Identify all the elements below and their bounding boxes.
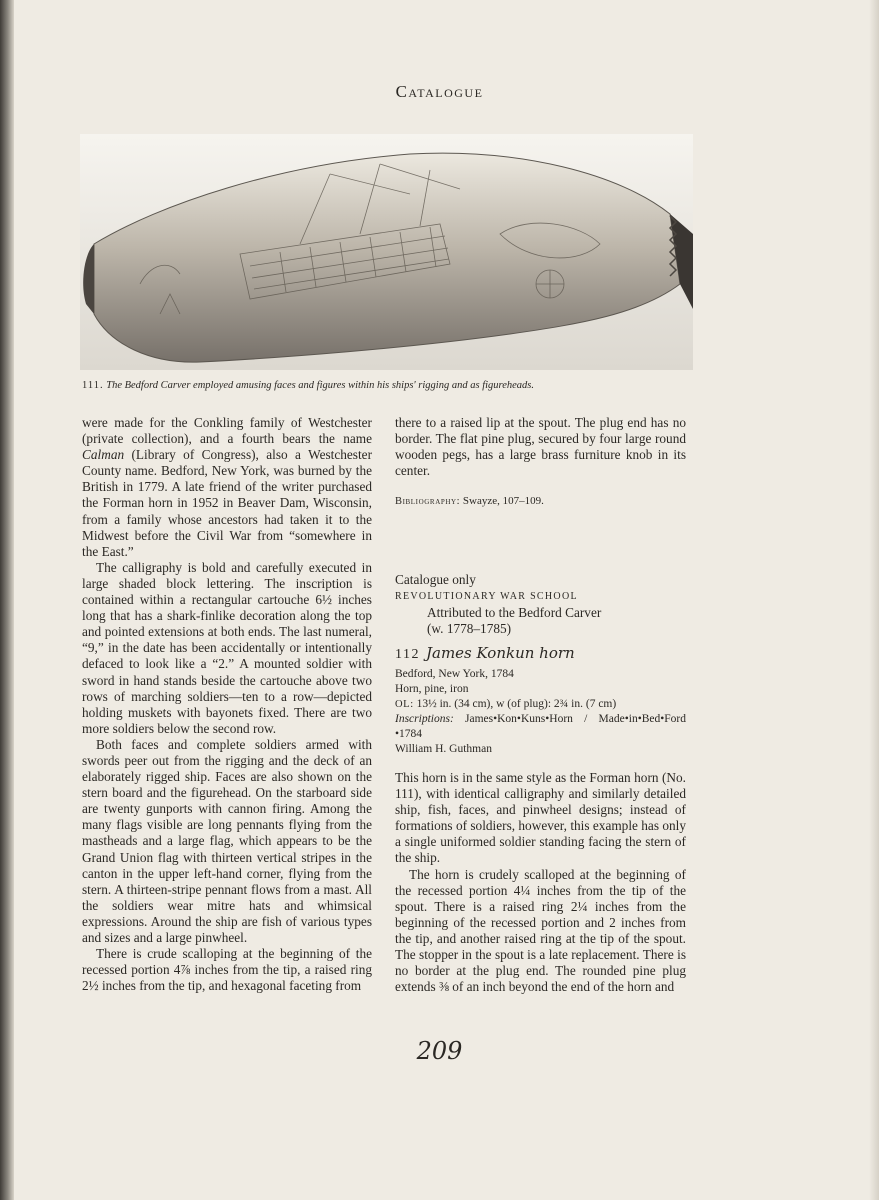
owner: William H. Guthman	[395, 742, 492, 755]
bibliography-label: Bibliography:	[395, 496, 461, 508]
inscriptions-label: Inscriptions:	[395, 712, 454, 725]
entry-title: James Konkun horn	[425, 643, 575, 662]
dimensions	[395, 697, 686, 712]
right-paragraph-2: This horn is in the same style as the Forman horn (No. 111), with identical calligraphy and similarly detailed ship, fish, faces, and pinwheel designs; instead of formations of soldiers, however, this example has only a single uniformed soldier standing facing the stern of the ship.	[395, 769, 686, 866]
caption-text: The Bedford Carver employed amusing faces and figures within his ships' rigging and as figureheads.	[106, 380, 535, 391]
entry-heading	[395, 645, 686, 663]
right-paragraph-1: there to a raised lip at the spout. The plug end has no border. The flat pine plug, secured by four large round wooden pegs, has a large brass furniture knob in its center.	[395, 415, 686, 479]
binding-gutter-shadow	[0, 0, 14, 1200]
bibliography	[395, 493, 686, 510]
left-paragraph-3: Both faces and complete soldiers armed with swords peer out from the rigging and the deck of an elaborately rigged ship. Faces are also shown on the stern board and the figurehead. On the starboard side are twenty gunports with cannon firing. Among the many flags visible are long pennants flying from the mastheads and a large flag, which appears to be the Grand Union flag with thirteen vertical stripes in the canton in the upper left-hand corner, flying from the stern. A thirteen-stripe pennant flows from a mast. All the soldiers wear mitre hats and whimsical expressions. Around the ship are fish of various types and sizes and a large pinwheel.	[82, 736, 372, 945]
running-head: Catalogue	[395, 82, 484, 101]
left-p1-text-b: (Library of Congress), also a Westchester County name. Bedford, New York, was burned by the British in 1779. A late friend of the writer purchased the Forman horn in 1952 in Beaver Dam, Wisconsin, from a family whose ancestors had taken it to the Midwest before the Civil War from “somewhere in the East.”	[82, 447, 372, 559]
right-paragraph-3: The horn is crudely scalloped at the beginning of the recessed portion 4¼ inches from the tip of the spout. There is a raised ring 2¼ inches from the beginning of the recessed portion and 2 inches from the tip, and another raised ring at the tip of the spout. The stopper in the spout is a late replacement. There is no border at the plug end. The rounded pine plug extends ⅜ of an inch beyond the end of the horn and	[395, 866, 686, 995]
powder-horn-photo	[80, 134, 693, 370]
materials: Horn, pine, iron	[395, 682, 469, 695]
catalogue-only-note: Catalogue only	[395, 572, 476, 588]
dimensions-value: 13½ in. (34 cm), w (of plug): 2¾ in. (7 cm)	[413, 697, 617, 710]
inscriptions	[395, 712, 686, 742]
left-p1-text-a: were made for the Conkling family of Westchester (private collection), and a fourth bears the name	[82, 415, 372, 447]
page-number: 209	[416, 1037, 463, 1065]
calman-name: Calman	[82, 447, 125, 463]
caption-number: 111.	[82, 380, 104, 391]
left-paragraph-4: There is crude scalloping at the beginning of the recessed portion 4⅞ inches from the tip, a raised ring 2½ inches from the tip, and hexagonal faceting from	[82, 946, 372, 994]
figure-caption	[82, 380, 722, 391]
attribution: Attributed to the Bedford Carver	[427, 604, 602, 620]
left-paragraph-1	[82, 415, 372, 560]
entry-number: 112	[395, 646, 420, 662]
school-label: REVOLUTIONARY WAR SCHOOL	[395, 590, 578, 602]
dimensions-label: OL:	[395, 698, 414, 710]
place-date: Bedford, New York, 1784	[395, 667, 514, 680]
page-edge	[869, 0, 879, 1200]
left-paragraph-2: The calligraphy is bold and carefully executed in large shaded block lettering. The inscription is contained within a rectangular cartouche 6½ inches long that has a shark-finlike decoration along the top and pointed extensions at both ends. The last numeral, “9,” in the date has been accidentally or intentionally defaced to look like a “2.” A mounted soldier with sword in hand stands beside the cartouche above two rows of marching soldiers—ten to a row—depicted holding muskets with bayonets fixed. There are two more soldiers below the second row.	[82, 559, 372, 736]
attribution-dates: (w. 1778–1785)	[427, 620, 512, 636]
right-column	[395, 415, 686, 995]
inscriptions-value: James•Kon•Kuns•Horn / Made•in•Bed•Ford •1784	[395, 712, 686, 740]
left-column	[82, 415, 372, 994]
bibliography-value: Swayze, 107–109.	[460, 495, 544, 508]
